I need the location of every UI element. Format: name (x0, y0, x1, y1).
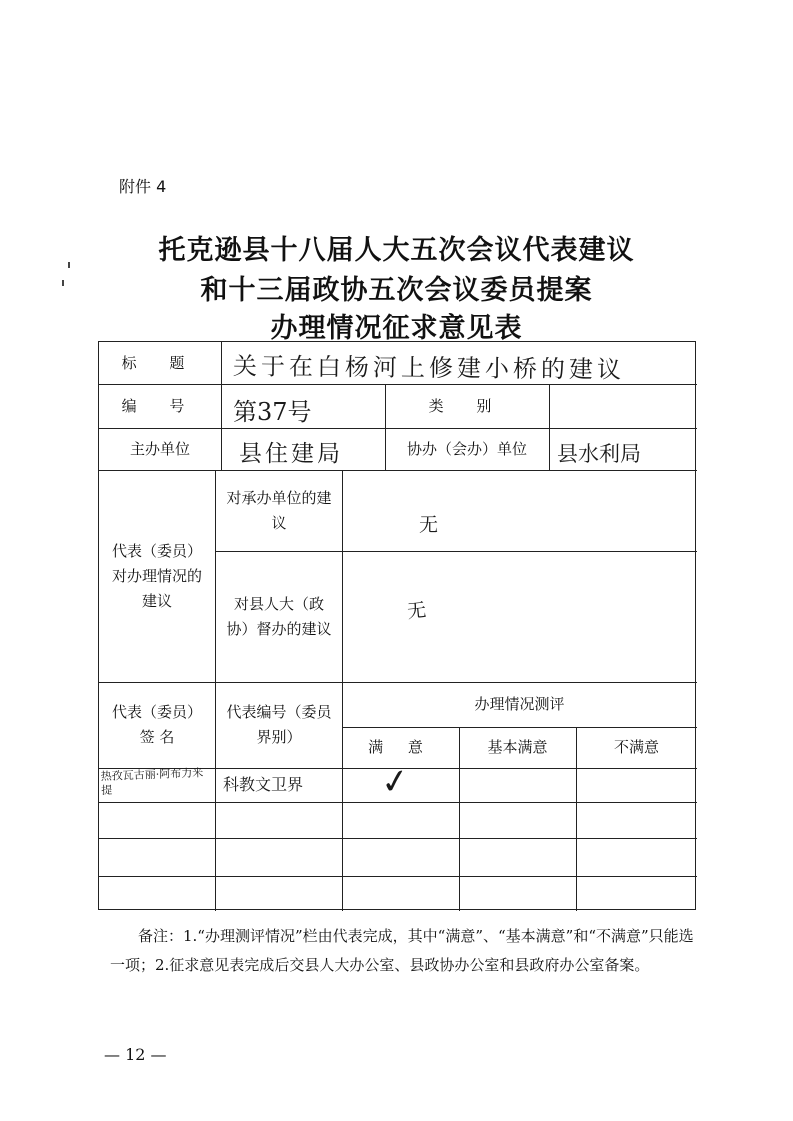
satisfied-label: 满 意 (368, 738, 433, 756)
to-handling-unit-label: 对承办单位的建议 (226, 488, 332, 532)
attachment-label: 附件 4 (119, 177, 167, 196)
evaluation-label: 办理情况测评 (474, 695, 565, 713)
to-handling-unit-value: 无 (419, 514, 439, 536)
column-divider (215, 470, 216, 911)
document-title-line-3: 办理情况征求意见表 (270, 313, 523, 344)
footnote: 备注：1.“办理测评情况”栏由代表完成，其中“满意”、“基本满意”和“不满意”只能选一项；2.征求意见表完成后交县人大办公室、县政协办公室和县政府办公室备案。 (110, 927, 694, 974)
to-supervisor-value: 无 (406, 599, 428, 623)
signature-label: 代表（委员）签 名 (111, 703, 202, 746)
number-value: 第37号 (233, 398, 312, 426)
lead-unit-value: 县住建局 (239, 441, 343, 467)
scan-speck (62, 280, 64, 286)
lead-unit-label: 主办单位 (129, 439, 190, 458)
row-divider (99, 802, 697, 803)
satisfied-check-mark: ✓ (378, 760, 413, 804)
number-label: 编 号 (121, 396, 199, 415)
basically-satisfied-label: 基本满意 (487, 738, 548, 756)
row-divider (99, 838, 697, 839)
scan-speck (68, 262, 70, 268)
opinion-form-table (98, 341, 696, 910)
document-title-line-1: 托克逊县十八届人大五次会议代表建议 (158, 235, 635, 266)
not-satisfied-label: 不满意 (613, 738, 659, 756)
column-divider (549, 384, 550, 470)
title-value: 关于在白杨河上修建小桥的建议 (232, 352, 626, 384)
document-title-line-2: 和十三届政协五次会议委员提案 (200, 275, 593, 306)
category-label: 类 别 (428, 396, 506, 415)
opinion-section-label: 代表（委员）对办理情况的建议 (111, 541, 202, 610)
rep-sector-value: 科教文卫界 (223, 775, 304, 794)
rep-number-label: 代表编号（委员界别） (226, 703, 332, 746)
column-divider (221, 342, 222, 470)
to-supervisor-label: 对县人大（政协）督办的建议 (226, 594, 332, 638)
assist-unit-value: 县水利局 (557, 442, 641, 466)
assist-unit-label: 协办（会办）单位 (406, 439, 527, 458)
page-number: — 12 — (104, 1045, 167, 1064)
row-divider (99, 876, 697, 877)
title-label: 标 题 (121, 353, 199, 372)
signature-value: 热孜瓦古丽·阿布力米提 (100, 766, 204, 797)
